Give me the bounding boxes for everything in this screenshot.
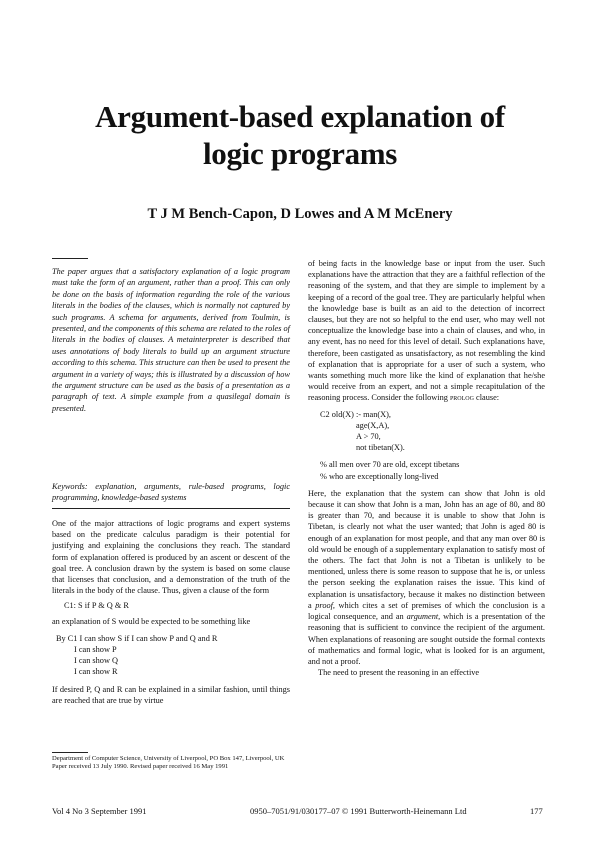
comment-line-2: % who are exceptionally long-lived (320, 471, 439, 481)
right-paragraph-2-text: Here, the explanation that the system can show that John is old because it can show that John is a man, John has an age of 80, and 80 is greater than 70, and because it is unable to show that John is Tibetan, is clearly not what the user wanted; that John is aged 80 is enough of an explanation for most people, and that any man over 80 is old would be enough of a supplementary explanation to satisfy most of the others. The fact that John is not a Tibetan is unlikely to be mentioned, unless there is some reason to suppose that he is, or unless the person seeking the explanation raises the issue. This kind of explanation is unsatisfactory, because it makes no distinction between a (308, 488, 545, 610)
journal-issue: Vol 4 No 3 September 1991 (52, 806, 147, 816)
proof-term: proof (315, 600, 333, 610)
argument-term: argument (406, 612, 439, 622)
right-paragraph-2 (308, 488, 545, 667)
code-line-2: age(X,A), (356, 420, 390, 430)
left-paragraph-2: an explanation of S would be expected to be something like (52, 616, 251, 626)
proof-line-3: I can show Q (74, 656, 119, 666)
comment-line-1: % all men over 70 are old, except tibetans (320, 460, 460, 470)
right-paragraph-2-c: , which is a presentation of the reasoning that is sufficient to convince the recipient of the argument. When explanations of reasoning are sought outside the formal contexts of mathematics and formal logic, what is looked for is an argument, and not a proof. (308, 612, 546, 666)
code-line-1: C2 old(X) :- man(X), (320, 409, 391, 419)
abstract-text: The paper argues that a satisfactory explanation of a logic program must take the form of an argument, rather than a proof. This can only be done on the basis of information regarding the role of the various literals in the bodies of the clauses, which is normally not captured by such programs. A schema for arguments, derived from Toulmin, is presented, and the components of this schema are related to the roles of literals in the bodies of clauses. A metainterpreter is described that uses annotations of body literals to build up an argument structure according to this schema. This structure can then be used to present the argument in a variety of ways; this is illustrated by a discussion of how the argument structure can be used as the basis of a presentation as a paragraph of text. A simple example from a quasilegal domain is presented. (52, 267, 290, 413)
proof-explanation (56, 633, 290, 678)
copyright-line: 0950–7051/91/030177–07 © 1991 Butterworth-Heinemann Ltd (250, 806, 467, 816)
footnote (52, 755, 290, 771)
left-paragraph-1: One of the major attractions of logic programs and expert systems based on the predicate calculus paradigm is their potential for justifying and explaining the conclusions they reach. The standard form of explanation offered is produced by an ascent or descent of the goal tree. A conclusion drawn by the system is based on some clause that licenses that conclusion, and a demonstration of the truth of the literals in the body of the clause. Thus, given a clause of the form (52, 519, 290, 596)
prolog-code-block (320, 409, 545, 454)
clause-c1: C1: S if P & Q & R (64, 601, 129, 611)
left-column-body (52, 518, 290, 710)
code-line-4: not tibetan(X). (356, 443, 405, 453)
title-line-2: logic programs (202, 136, 398, 171)
abstract-top-rule (52, 258, 88, 259)
left-paragraph-3: If desired P, Q and R can be explained in a similar fashion, until things are reached that are true by virtue (52, 684, 290, 705)
footnote-rule (52, 752, 88, 753)
title-line-1: Argument-based explanation of (95, 99, 505, 134)
right-paragraph-2-b: , which cites a set of premises of which the conclusion is a logical consequence, and an (308, 600, 545, 622)
proof-line-4: I can show R (74, 667, 118, 677)
right-paragraph-3: The need to present the reasoning in an effective (318, 668, 480, 678)
proof-line-1: By C1 I can show S if I can show P and Q and R (56, 633, 218, 643)
footnote-received: Paper received 13 July 1990. Revised paper received 16 May 1991 (52, 763, 229, 771)
right-paragraph-1-end: clause: (476, 393, 500, 403)
right-paragraph-1-text: of being facts in the knowledge base or input from the user. Such explanations have the attraction that they are a faithful reflection of the reasoning of the system, and that they are simple to implement by a keeping of a record of the goal tree. They are particularly helpful when the knowledge base is built as an aid to the detection of incorrect clauses, but they are not so helpful to the end user, who may well not conceptualize the knowledge base into a chain of clauses, and who, in any event, has no need for this level of detail. Such explanations have, therefore, been castigated as unsatisfactory, as not resembling the kind of explanation that is appropriate for a user of such a system, who wants something much more like the kind of explanation that he/she would receive from an expert, and not a simple recapitulation of the reasoning process. Consider the following (308, 259, 545, 403)
right-column-body (308, 258, 545, 678)
page-number: 177 (530, 806, 543, 816)
proof-line-2: I can show P (74, 645, 117, 655)
prolog-word: prolog (449, 393, 474, 403)
author-list: T J M Bench-Capon, D Lowes and A M McEnery (147, 206, 453, 222)
footnote-affiliation: Department of Computer Science, University of Liverpool, PO Box 147, Liverpool, UK (52, 755, 285, 762)
code-comments (320, 459, 545, 481)
code-line-3: A > 70, (356, 432, 381, 442)
paper-title (0, 98, 600, 172)
keywords-rule (52, 508, 290, 509)
keywords: Keywords: explanation, arguments, rule-based programs, logic programming, knowledge-based systems (52, 482, 290, 503)
right-paragraph-1 (308, 258, 545, 404)
abstract (52, 266, 290, 414)
